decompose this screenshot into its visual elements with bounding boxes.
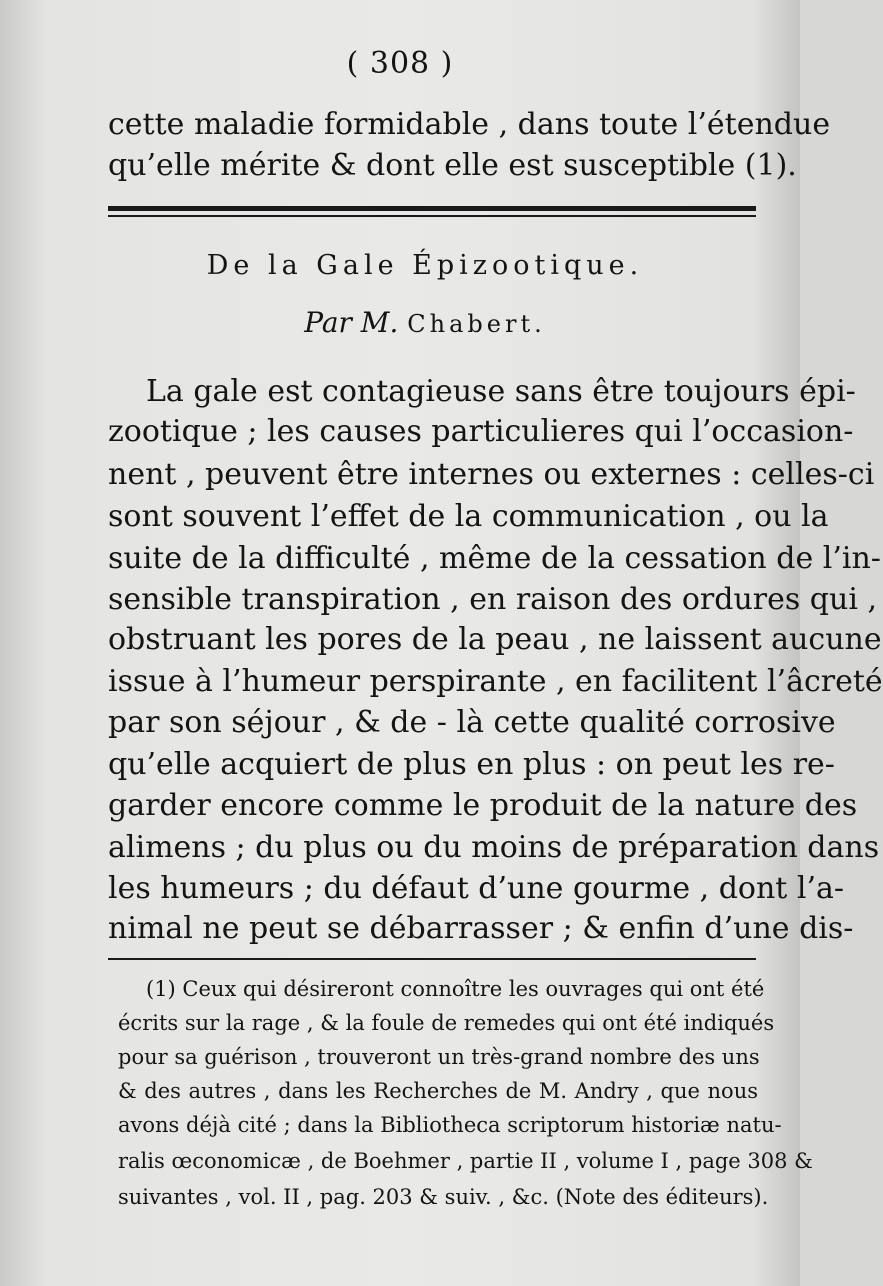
author-byline bbox=[120, 306, 730, 339]
author-name: Chabert. bbox=[407, 310, 546, 338]
carryover-line: cette maladie formidable , dans toute l’étendue bbox=[108, 107, 831, 142]
body-line: alimens ; du plus ou du moins de préparation dans bbox=[108, 830, 880, 865]
footnote-line: & des autres , dans les Recherches de M. Andry , que nous bbox=[118, 1079, 758, 1103]
byline-prefix: Par M. bbox=[304, 306, 399, 339]
footnote-line: avons déjà cité ; dans la Bibliotheca scriptorum historiæ natu- bbox=[118, 1113, 782, 1137]
body-line: La gale est contagieuse sans être toujours épi- bbox=[146, 374, 856, 409]
body-line: par son séjour , & de - là cette qualité corrosive bbox=[108, 705, 836, 740]
section-rule-thick bbox=[108, 206, 756, 211]
body-line: sensible transpiration , en raison des ordures qui , bbox=[108, 582, 877, 617]
footnote-line: suivantes , vol. II , pag. 203 & suiv. , &c. (Note des éditeurs). bbox=[118, 1185, 769, 1209]
page-number: ( 308 ) bbox=[346, 46, 454, 81]
section-rule-thin bbox=[108, 215, 756, 217]
body-line: qu’elle acquiert de plus en plus : on peut les re- bbox=[108, 747, 835, 782]
body-line: nent , peuvent être internes ou externes : celles-ci bbox=[108, 457, 875, 492]
footnote-line: (1) Ceux qui désireront connoître les ouvrages qui ont été bbox=[146, 977, 765, 1001]
body-line: les humeurs ; du défaut d’une gourme , dont l’a- bbox=[108, 871, 845, 906]
section-heading: De la Gale Épizootique. bbox=[206, 250, 644, 281]
body-line: nimal ne peut se débarrasser ; & enfin d’une dis- bbox=[108, 911, 854, 946]
footnote-line: pour sa guérison , trouveront un très-grand nombre des uns bbox=[118, 1045, 760, 1069]
body-line: sont souvent l’effet de la communication , ou la bbox=[108, 499, 829, 534]
body-line: garder encore comme le produit de la nature des bbox=[108, 788, 858, 823]
footnote-line: ralis œconomicæ , de Boehmer , partie II , volume I , page 308 & bbox=[118, 1149, 813, 1173]
carryover-line: qu’elle mérite & dont elle est susceptible (1). bbox=[108, 148, 797, 183]
footnote-line: écrits sur la rage , & la foule de remedes qui ont été indiqués bbox=[118, 1011, 775, 1035]
body-line: zootique ; les causes particulieres qui l’occasion- bbox=[108, 414, 854, 449]
footnote-rule bbox=[108, 958, 756, 960]
body-line: obstruant les pores de la peau , ne laissent aucune bbox=[108, 622, 882, 657]
body-line: issue à l’humeur perspirante , en facilitent l’âcreté bbox=[108, 664, 883, 699]
body-line: suite de la difficulté , même de la cessation de l’in- bbox=[108, 541, 881, 576]
